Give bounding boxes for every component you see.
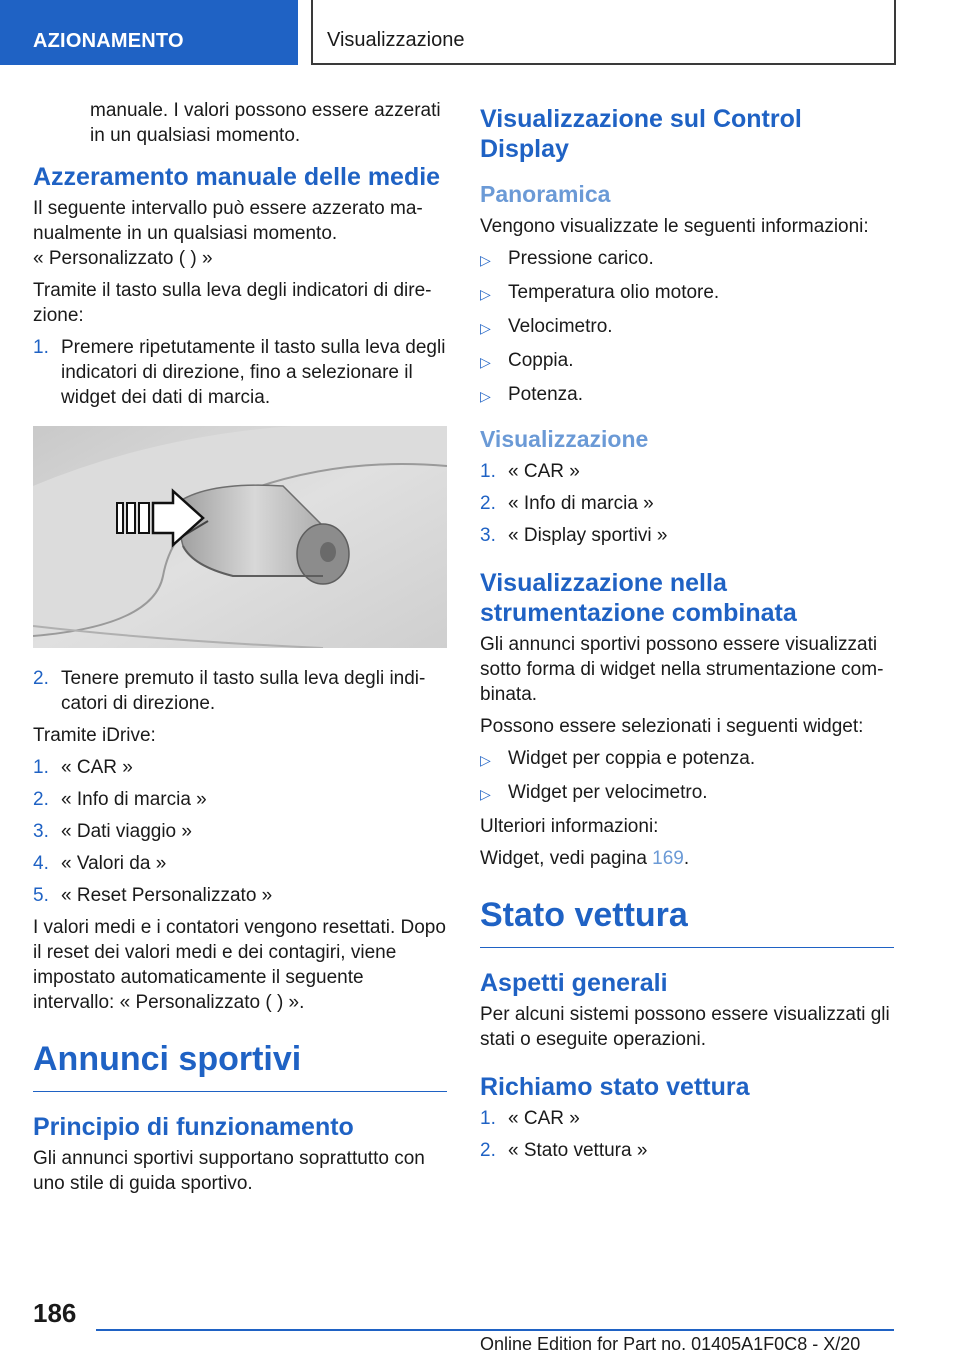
paragraph: Gli annunci sportivi possono essere visualizzati sotto forma di widget nella strumentazione combinata. (480, 634, 884, 705)
list-item (480, 780, 894, 807)
step-text: « Info di marcia » (508, 493, 654, 514)
widget-bullets (480, 746, 894, 807)
triangle-bullet-icon: ▷ (480, 388, 491, 404)
step-text: « CAR » (508, 1108, 580, 1129)
triangle-bullet-icon: ▷ (480, 286, 491, 302)
bullet-text: Pressione carico. (508, 248, 654, 269)
heading-vehicle-status: Stato vettura (480, 895, 894, 948)
list-item (33, 787, 447, 812)
display-steps-list (480, 459, 894, 548)
bullet-text: Velocimetro. (508, 316, 613, 337)
list-item (480, 523, 894, 548)
step-text: « Info di marcia » (61, 789, 207, 810)
list-item (480, 1138, 894, 1163)
paragraph: Tramite iDrive: (33, 725, 156, 746)
footer-divider (96, 1329, 894, 1331)
step-number: 1. (33, 757, 49, 778)
triangle-bullet-icon: ▷ (480, 320, 491, 336)
bullet-text: Widget per coppia e potenza. (508, 748, 756, 769)
bullet-text: Temperatura olio motore. (508, 282, 720, 303)
list-item (480, 459, 894, 484)
list-item (33, 851, 447, 876)
heading-manual-reset: Azzeramento manuale delle medie (33, 163, 441, 191)
step-number: 2. (33, 789, 49, 810)
step-text: « Valori da » (61, 853, 167, 874)
list-item (480, 382, 894, 409)
lever-illustration (33, 426, 447, 648)
step-number: 1. (480, 461, 496, 482)
triangle-bullet-icon: ▷ (480, 786, 491, 802)
list-item (33, 883, 447, 908)
bullet-text: Widget per velocimetro. (508, 782, 708, 803)
step-number: 1. (480, 1108, 496, 1129)
heading-instrument-cluster: Visualizzazione nella strumentazione combinata (480, 569, 797, 627)
ref-prefix: Widget, vedi pagina (480, 848, 653, 869)
section-tab: AZIONAMENTO (0, 0, 298, 65)
heading-principle: Principio di funzionamento (33, 1113, 354, 1141)
page-link[interactable]: 169 (652, 848, 684, 869)
step-text: « Stato vettura » (508, 1140, 648, 1161)
steps-list (33, 666, 447, 716)
paragraph: Tramite il tasto sulla leva degli indicatori di direzione: (33, 280, 432, 326)
paragraph: Possono essere selezionati i seguenti widget: (480, 716, 864, 737)
paragraph: Gli annunci sportivi supportano soprattutto con uno stile di guida sportivo. (33, 1148, 425, 1194)
step-number: 3. (33, 821, 49, 842)
triangle-bullet-icon: ▷ (480, 354, 491, 370)
list-item (480, 348, 894, 375)
paragraph: Il seguente intervallo può essere azzerato manualmente in un qualsiasi momento. (33, 198, 423, 244)
edition-footer: Online Edition for Part no. 01405A1F0C8 - X/20 (480, 1334, 861, 1354)
list-item (480, 1106, 894, 1131)
paragraph: Ulteriori informazioni: (480, 816, 659, 837)
paragraph (480, 846, 894, 871)
bullet-text: Potenza. (508, 384, 583, 405)
list-item (33, 755, 447, 780)
step-number: 4. (33, 853, 49, 874)
paragraph: Vengono visualizzate le seguenti informazioni: (480, 216, 869, 237)
step-text: « Dati viaggio » (61, 821, 192, 842)
step-text: « Display sportivi » (508, 525, 668, 546)
triangle-bullet-icon: ▷ (480, 252, 491, 268)
step-number: 3. (480, 525, 496, 546)
bullet-text: Coppia. (508, 350, 574, 371)
ref-suffix: . (683, 848, 690, 869)
list-item (33, 335, 447, 410)
list-item (480, 246, 894, 273)
heading-sport-displays: Annunci sportivi (33, 1039, 447, 1092)
step-text: « CAR » (508, 461, 580, 482)
paragraph: « Personalizzato ( ) » (33, 248, 213, 269)
idrive-steps-list (33, 755, 447, 908)
chapter-title: Visualizzazione (311, 0, 896, 65)
list-item (33, 819, 447, 844)
step-text: Tenere premuto il tasto sulla leva degli indicatori di direzione. (61, 668, 426, 714)
step-text: « Reset Personalizzato » (61, 885, 273, 906)
heading-display: Visualizzazione (480, 426, 649, 452)
left-column (33, 98, 447, 1203)
step-number: 2. (480, 493, 496, 514)
list-item (480, 746, 894, 773)
page-number: 186 (33, 1298, 77, 1328)
paragraph: Per alcuni sistemi possono essere visualizzati gli stati o eseguite operazioni. (480, 1004, 890, 1050)
step-number: 1. (33, 337, 49, 358)
right-column (480, 98, 894, 1170)
step-text: « CAR » (61, 757, 133, 778)
recall-steps-list (480, 1106, 894, 1163)
info-bullets (480, 246, 894, 409)
heading-overview: Panoramica (480, 181, 611, 207)
step-number: 5. (33, 885, 49, 906)
list-item (33, 666, 447, 716)
list-item (480, 280, 894, 307)
paragraph: I valori medi e i contatori vengono resettati. Dopo il reset dei valori medi e dei contagiri, viene impostato automaticamente il seguente intervallo: « Personalizzato ( ) ». (33, 917, 446, 1013)
intro-text: manuale. I valori possono essere azzerati in un qualsiasi momento. (90, 100, 441, 146)
triangle-bullet-icon: ▷ (480, 752, 491, 768)
step-number: 2. (480, 1140, 496, 1161)
heading-control-display: Visualizzazione sul Control Display (480, 105, 802, 163)
steps-list (33, 335, 447, 410)
step-number: 2. (33, 668, 49, 689)
list-item (480, 314, 894, 341)
heading-general: Aspetti generali (480, 969, 668, 997)
step-text: Premere ripetutamente il tasto sulla leva degli indicatori di direzione, fino a selezionare il widget dei dati di marcia. (61, 337, 446, 408)
heading-recall-status: Richiamo stato vettura (480, 1073, 750, 1101)
list-item (480, 491, 894, 516)
